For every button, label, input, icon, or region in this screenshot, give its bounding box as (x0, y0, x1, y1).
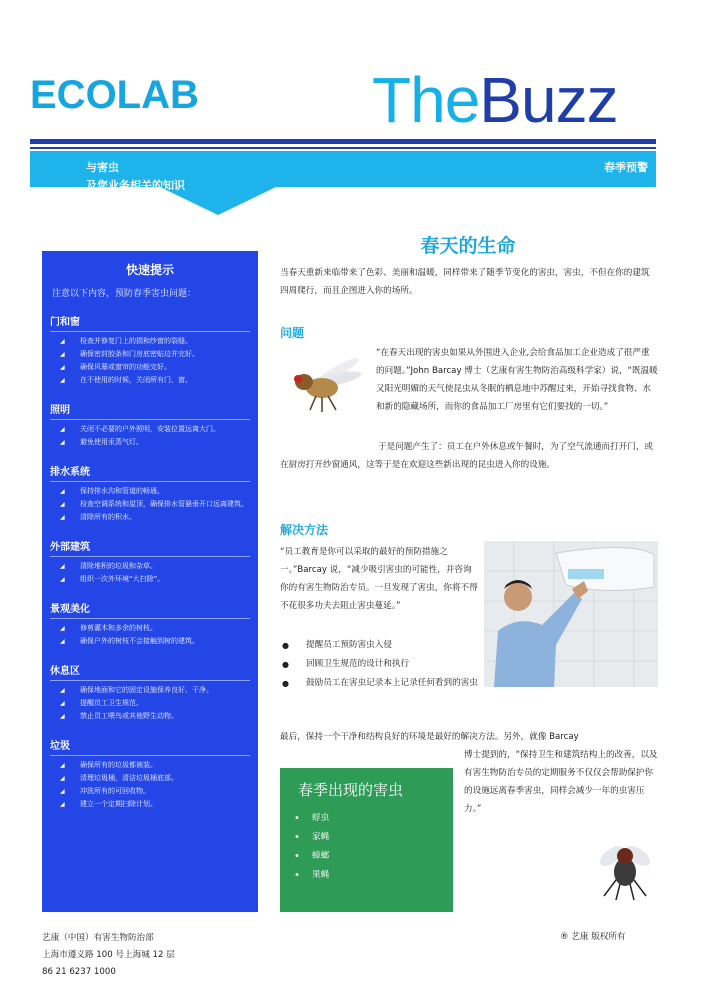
company-phone: 86 21 6237 1000 (42, 967, 116, 977)
tip-item: ◢ 检查并修复门上的损和纱窗的裂缝。 (50, 335, 250, 348)
tip-item: ◢ 清除所有的积水。 (50, 511, 250, 524)
tip-item: ◢ 修剪灌木和多余的树枝。 (50, 622, 250, 635)
tip-item: ◢ 禁止员工喂鸟或其他野生动物。 (50, 710, 250, 723)
article-intro: 当春天重新来临带来了色彩、美丽和温暖，同样带来了随季节变化的害虫，害虫，不但在你的建筑四周爬行，而且企图进入你的场所。 (280, 268, 650, 296)
tip-section-heading: 垃圾 (50, 737, 250, 756)
newsletter-title-part1: The (372, 64, 480, 136)
topic-banner (30, 151, 656, 215)
spring-pests-box (280, 768, 453, 912)
tip-item: ◢ 确保户外的树枝不会接触到树的建筑。 (50, 635, 250, 648)
ecolab-logo-text: ECOLAB (30, 73, 199, 117)
problem-follow: 于是问题产生了：员工在户外休息或午餐时，为了空气流通而打开门，或在厨房打开纱窗通风，这等于是在欢迎这些新出现的昆虫进入你的设施。 (280, 442, 654, 470)
tip-item: ◢ 组织一次外环境“大扫除”。 (50, 573, 250, 586)
closing-lead: 最后，保持一个干净和结构良好的环境是最好的解决方法。另外，就像 Barcay (280, 732, 579, 742)
ecolab-logo (30, 68, 230, 118)
tip-section-heading: 门和窗 (50, 313, 250, 332)
list-item: • 蟑螂 (280, 847, 453, 866)
tip-item: ◢ 检查空调系统和屋顶，确保排水管悬垂开口远离建筑。 (50, 498, 250, 511)
banner-subtitle (86, 159, 185, 195)
tip-section (50, 600, 250, 648)
tip-section (50, 662, 250, 723)
house-fly-image (592, 836, 658, 904)
tip-item: ◢ 确保地面和它的固定设施保养良好、干净。 (50, 684, 250, 697)
list-item: ● 提醒员工预防害虫入侵 (280, 636, 480, 655)
header-rule-thin (30, 147, 656, 149)
company-name: 艺康（中国）有害生物防治部 (42, 933, 154, 943)
technician-photo (484, 541, 658, 687)
company-contact (42, 930, 175, 981)
newsletter-title-part2: Buzz (479, 64, 618, 136)
banner-season-label: 春季预警 (604, 161, 648, 174)
list-item: ● 回顾卫生规范的设计和执行 (280, 655, 480, 674)
tip-item: ◢ 避免使用汞蒸气灯。 (50, 436, 250, 449)
tip-item: ◢ 清除堆积的垃圾和杂草。 (50, 560, 250, 573)
quick-tips-sidebar (42, 251, 258, 912)
tip-section-heading: 照明 (50, 401, 250, 420)
problem-heading: 问题 (280, 326, 305, 340)
fruit-fly-image (282, 348, 368, 418)
tip-section-heading: 景观美化 (50, 600, 250, 619)
article-title: 春天的生命 (420, 235, 516, 257)
solution-bullet-list (280, 636, 480, 693)
tip-item: ◢ 在不使用的时候，关闭所有门、窗。 (50, 374, 250, 387)
tip-item: ◢ 清理垃圾桶，清洁垃圾桶底部。 (50, 772, 250, 785)
list-item: • 家蝇 (280, 828, 453, 847)
newsletter-title (372, 64, 618, 136)
tip-item: ◢ 确保所有的垃圾都被装。 (50, 759, 250, 772)
banner-line2: 及您业务相关的知识 (86, 179, 185, 192)
solution-quote: “员工教育是你可以采取的最好的预防措施之一。”Barcay 说，“减少吸引害虫的可能性，并咨询你的有害生物防治专员。一旦发现了害虫，你将不得不花很多功夫去阻止害虫蔓延。” (280, 547, 478, 611)
tip-item: ◢ 确保风幕或窗帘的功能完好。 (50, 361, 250, 374)
tip-item: ◢ 关闭不必要的户外照明，安装位置远离大门。 (50, 423, 250, 436)
solution-heading: 解决方法 (280, 523, 329, 537)
sidebar-title: 快速提示 (125, 263, 174, 277)
tip-item: ◢ 确保密封胶条和门房底密贴边并完好。 (50, 348, 250, 361)
list-item: • 蜉虫 (280, 809, 453, 828)
header-rule-thick (30, 139, 656, 144)
tip-section (50, 737, 250, 811)
tip-section-heading: 休息区 (50, 662, 250, 681)
tip-section (50, 313, 250, 387)
tip-item: ◢ 建立一个定期扫除计划。 (50, 798, 250, 811)
tip-item: ◢ 保持排水沟和管道的畅通。 (50, 485, 250, 498)
list-item: • 果蝇 (280, 866, 453, 885)
sidebar-intro: 注意以下内容，预防春季害虫问题： (52, 289, 197, 299)
tip-section (50, 538, 250, 586)
tip-section (50, 463, 250, 524)
list-item: ● 鼓励员工在害虫记录本上记录任何看到的害虫 (280, 674, 480, 693)
spring-pests-title: 春季出现的害虫 (298, 781, 404, 799)
copyright-notice: ® 艺康 版权所有 (560, 932, 626, 942)
tip-item: ◢ 冲洗所有的可回收物。 (50, 785, 250, 798)
tip-section (50, 401, 250, 449)
tip-section-heading: 排水系统 (50, 463, 250, 482)
banner-line1: 与害虫 (86, 161, 119, 174)
company-address: 上海市遵义路 100 号上海城 12 层 (42, 950, 175, 960)
problem-quote: “在春天出现的害虫如果从外围进入企业,会给食品加工企业造成了很严重的问题。”John Barcay 博士（艺康有害生物防治高级科学家）说，“既温暖又阳光明媚的天气使昆虫从冬眠的栖息地中苏醒过来，开始寻找食物、水和新的隐藏场所，而你的食品加工厂房里有它们要找的一切。” (376, 348, 658, 412)
tip-section-heading: 外部建筑 (50, 538, 250, 557)
tip-item: ◢ 提醒员工卫生规范。 (50, 697, 250, 710)
closing-rest: 博士提到的，“保持卫生和建筑结构上的改善，以及有害生物防治专员的定期服务不仅仅会帮助保护你的设施远离春季害虫，同样会减少一年的虫害压力。” (464, 750, 658, 814)
